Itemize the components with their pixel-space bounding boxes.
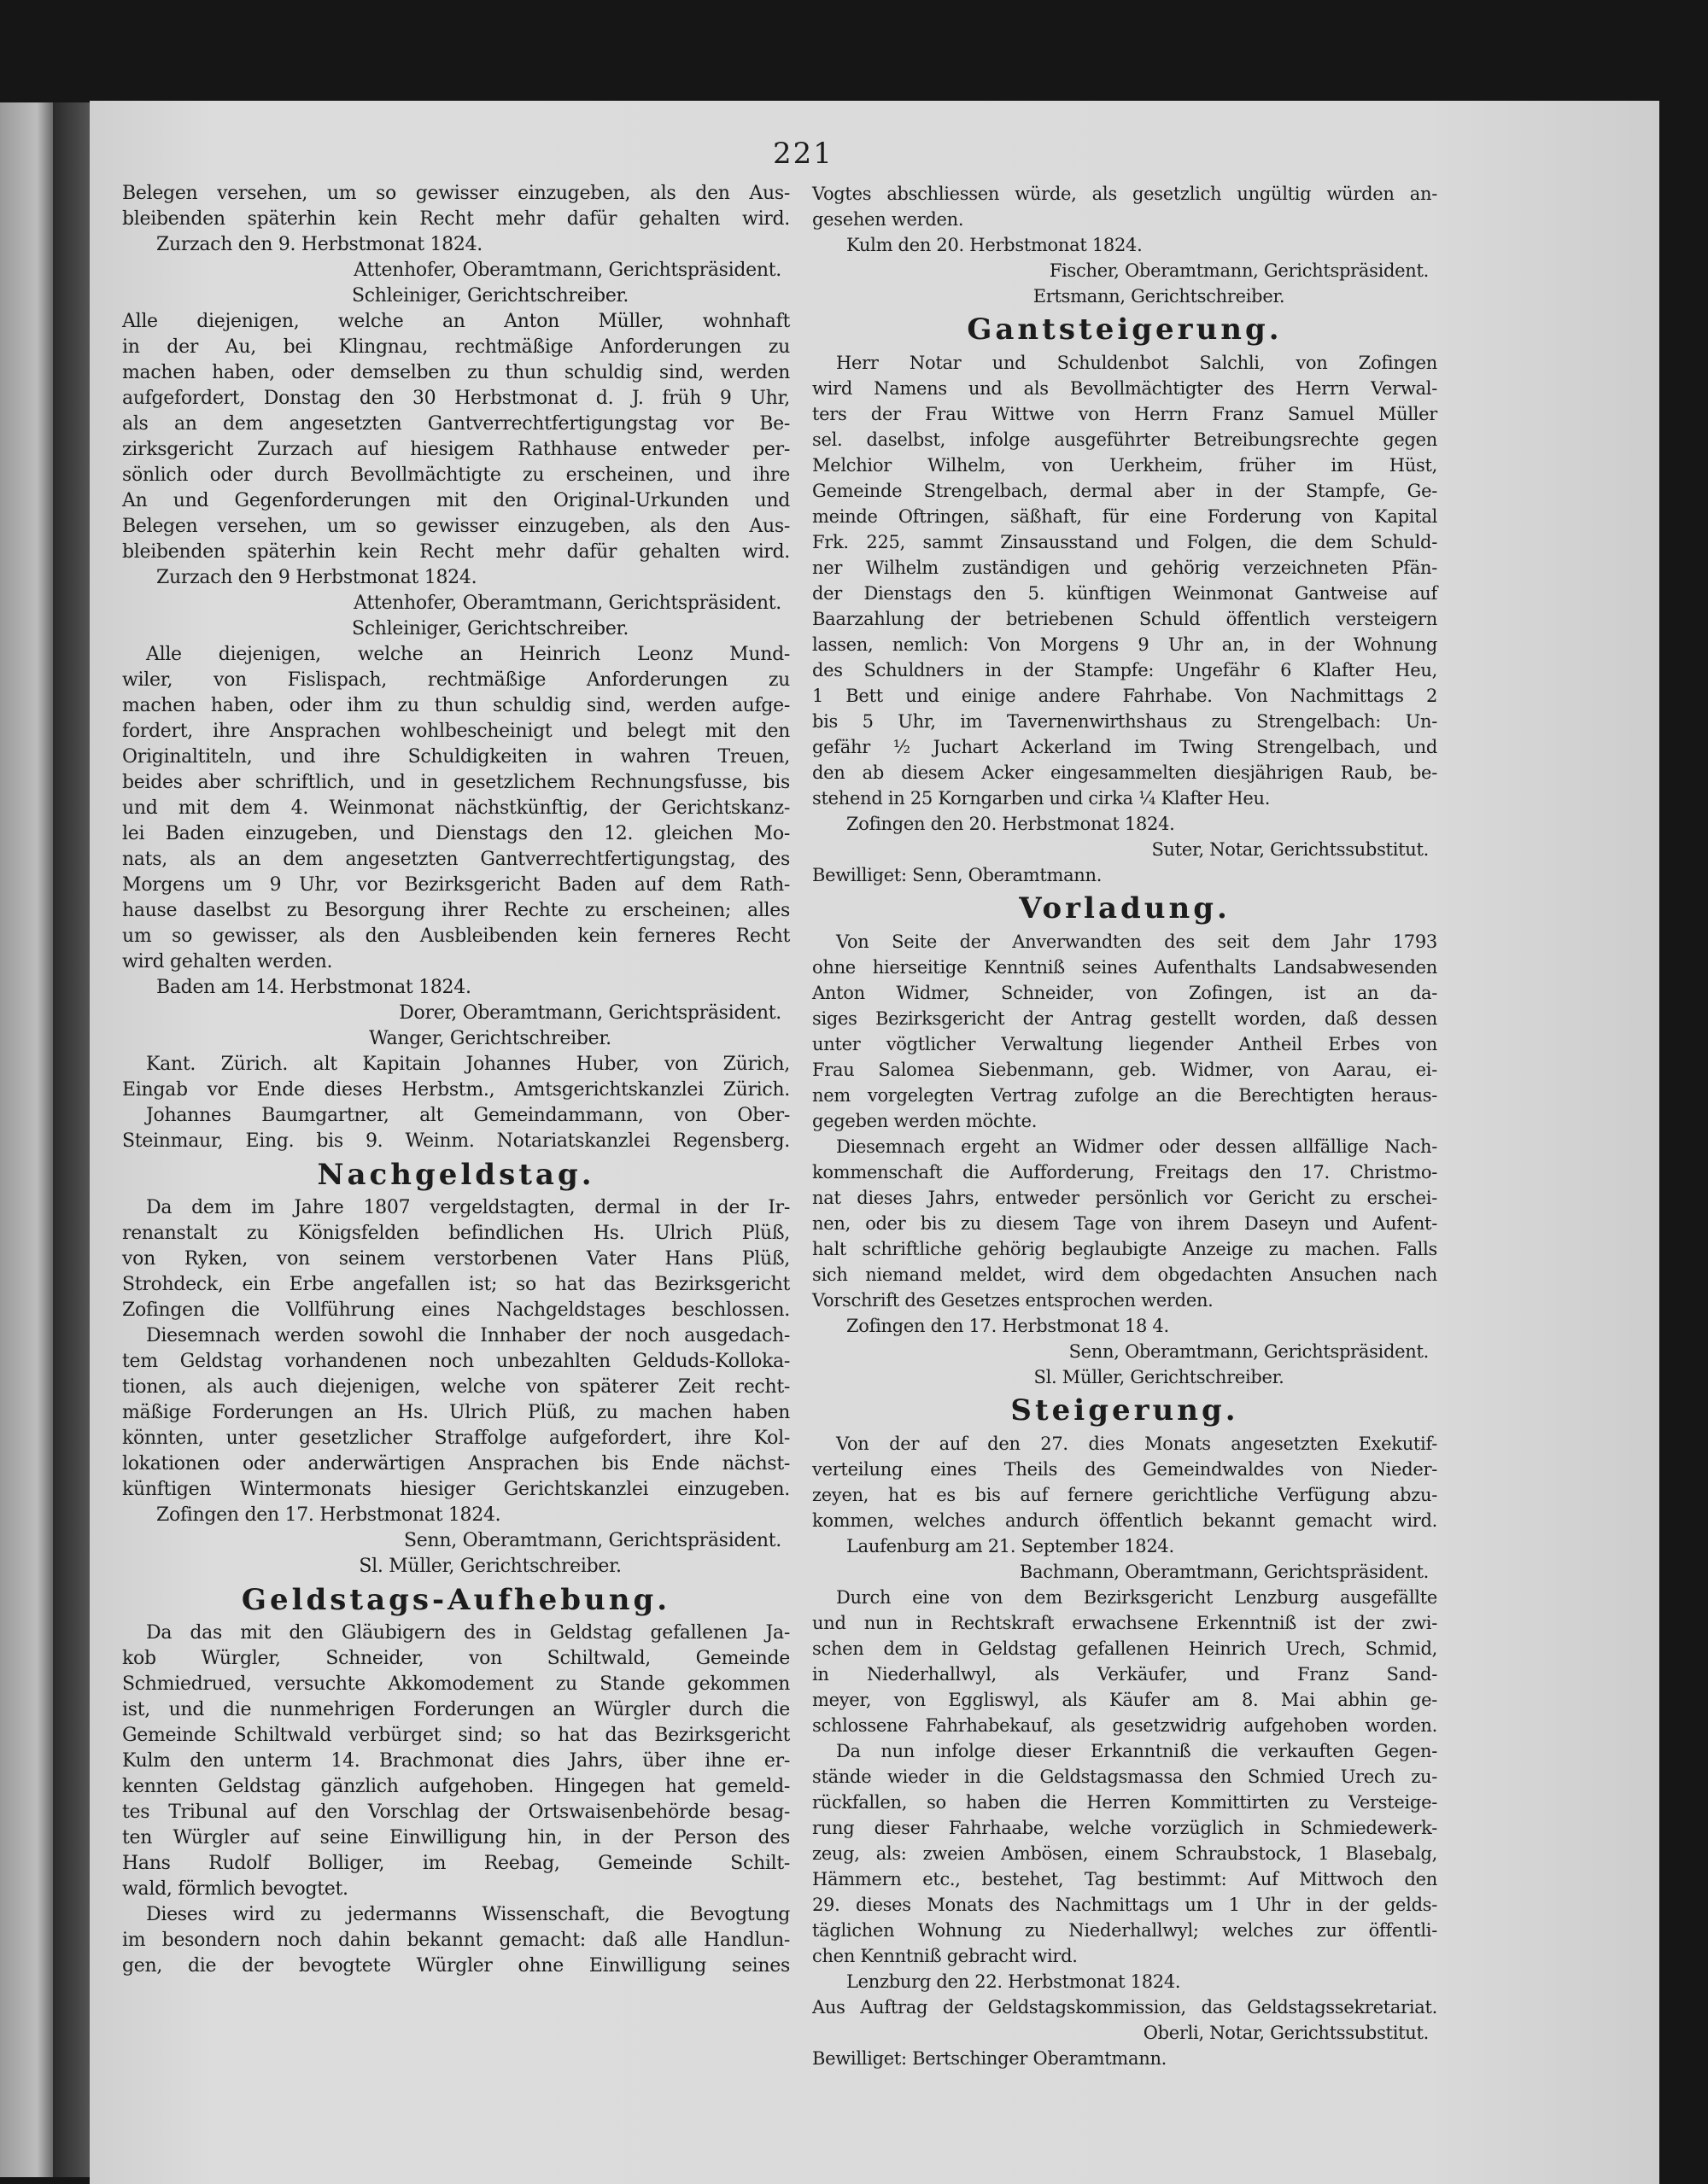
text-line: bleibenden späterhin kein Recht mehr dafür gehalten wird.	[122, 541, 790, 563]
text-line: rückfallen, so haben die Herren Kommittirten zu Versteige-	[812, 1792, 1437, 1813]
signature-line: Senn, Oberamtmann, Gerichtspräsident.	[403, 1530, 781, 1551]
page-number: 221	[773, 137, 834, 171]
text-line: Von Seite der Anverwandten des seit dem Jahr 1793	[836, 931, 1437, 952]
text-line: 29. dieses Monats des Nachmittags um 1 Uhr in der gelds-	[812, 1895, 1437, 1915]
text-line: beides aber schriftlich, und in gesetzlichem Rechnungsfusse, bis	[122, 772, 790, 793]
text-line: chen Kenntniß gebracht wird.	[812, 1946, 1078, 1966]
text-line: ten Würgler auf seine Einwilligung hin, in der Person des	[122, 1827, 790, 1848]
text-line: Vorschrift des Gesetzes entsprochen werden.	[812, 1290, 1214, 1311]
text-line: bleibenden späterhin kein Recht mehr dafür gehalten wird.	[122, 208, 790, 230]
text-line: Johannes Baumgartner, alt Gemeindammann, von Ober-	[146, 1105, 790, 1126]
text-line: nat dieses Jahrs, entweder persönlich vor Gericht zu erschei-	[812, 1188, 1437, 1208]
text-line: renanstalt zu Königsfelden befindlichen Hs. Ulrich Plüß,	[122, 1223, 790, 1244]
text-line: Frau Salomea Siebenmann, geb. Widmer, von Aarau, ei-	[812, 1060, 1437, 1080]
text-line: Bewilliget: Senn, Oberamtmann.	[812, 865, 1103, 885]
text-line: Diesemnach ergeht an Widmer oder dessen allfällige Nach-	[836, 1136, 1437, 1157]
text-line: künftigen Wintermonats hiesiger Gerichtskanzlei einzugeben.	[122, 1479, 790, 1500]
text-line: wiler, von Fislispach, rechtmäßige Anforderungen zu	[122, 669, 790, 691]
left-column	[122, 181, 790, 1979]
right-column	[812, 181, 1437, 2071]
text-line: kennten Geldstag gänzlich aufgehoben. Hingegen hat gemeld-	[122, 1776, 790, 1797]
text-line: in Niederhallwyl, als Verkäufer, und Franz Sand-	[812, 1664, 1437, 1685]
text-line: kommen, welches andurch öffentlich bekannt gemacht wird.	[812, 1510, 1437, 1531]
text-line: Bewilliget: Bertschinger Oberamtmann.	[812, 2048, 1167, 2069]
signature-line: Wanger, Gerichtschreiber.	[369, 1028, 611, 1049]
text-line: Kulm den unterm 14. Brachmonat dies Jahrs, über ihne er-	[122, 1750, 790, 1772]
signature-line: Senn, Oberamtmann, Gerichtspräsident.	[1068, 1341, 1429, 1362]
text-line: Alle diejenigen, welche an Heinrich Leonz Mund-	[146, 644, 790, 665]
text-line: meyer, von Eggliswyl, als Käufer am 8. Mai abhin ge-	[812, 1690, 1437, 1710]
text-line: hause daselbst zu Besorgung ihrer Rechte zu erscheinen; alles	[122, 900, 790, 921]
text-line: Hämmern etc., bestehet, Tag bestimmt: Auf Mittwoch den	[812, 1869, 1437, 1889]
text-line: nats, als an dem angesetzten Gantverrechtfertigungstag, des	[122, 849, 790, 870]
text-line: Melchior Wilhelm, von Uerkheim, früher im Hüst,	[812, 455, 1437, 476]
section-heading: Steigerung.	[1010, 1393, 1239, 1428]
text-line: Morgens um 9 Uhr, vor Bezirksgericht Baden auf dem Rath-	[122, 874, 790, 896]
signature-line: Schleiniger, Gerichtschreiber.	[351, 618, 629, 639]
text-line: täglichen Wohnung zu Niederhallwyl; welches zur öffentli-	[812, 1920, 1437, 1941]
dateline: Zofingen den 20. Herbstmonat 1824.	[846, 814, 1175, 834]
dateline: Baden am 14. Herbstmonat 1824.	[156, 977, 471, 998]
text-line: könnten, unter gesetzlicher Straffolge aufgefordert, ihre Kol-	[122, 1428, 790, 1449]
section-heading: Geldstags-Aufhebung.	[241, 1583, 671, 1617]
signature-line: Fischer, Oberamtmann, Gerichtspräsident.	[1049, 260, 1429, 281]
text-line: 1 Bett und einige andere Fahrhabe. Von Nachmittags 2	[812, 686, 1437, 706]
text-line: Originaltiteln, und ihre Schuldigkeiten in wahren Treuen,	[122, 746, 790, 768]
text-line: schlossene Fahrhabekauf, als gesetzwidrig aufgehoben worden.	[812, 1715, 1437, 1736]
text-line: gefähr ½ Juchart Ackerland im Twing Strengelbach, und	[812, 737, 1437, 757]
text-line: ohne hierseitige Kenntniß seines Aufenthalts Landsabwesenden	[812, 957, 1437, 978]
text-line: Strohdeck, ein Erbe angefallen ist; so hat das Bezirksgericht	[122, 1274, 790, 1295]
text-line: der Dienstags den 5. künftigen Weinmonat Gantweise auf	[812, 583, 1437, 604]
text-line: Belegen versehen, um so gewisser einzugeben, als den Aus-	[122, 183, 790, 204]
dateline: Zurzach den 9 Herbstmonat 1824.	[156, 567, 477, 588]
text-line: sel. daselbst, infolge ausgeführter Betreibungsrechte gegen	[812, 429, 1437, 450]
text-line: Aus Auftrag der Geldstagskommission, das Geldstagssekretariat.	[812, 1997, 1437, 2018]
text-line: zeyen, hat es bis auf fernere gerichtliche Verfügung abzu-	[812, 1485, 1437, 1505]
text-line: um so gewisser, als den Ausbleibenden kein ferneres Recht	[122, 926, 790, 947]
text-line: Frk. 225, sammt Zinsausstand und Folgen, die dem Schuld-	[812, 532, 1437, 552]
text-line: gen, die der bevogtete Würgler ohne Einwilligung seines	[122, 1955, 790, 1977]
text-line: stände wieder in die Geldstagsmassa den Schmied Urech zu-	[812, 1766, 1437, 1787]
dateline: Zofingen den 17. Herbstmonat 18 4.	[846, 1316, 1169, 1336]
text-line: schen dem in Geldstag gefallenen Heinrich Urech, Schmid,	[812, 1638, 1437, 1659]
text-line: Kant. Zürich. alt Kapitain Johannes Huber, von Zürich,	[146, 1054, 790, 1075]
text-line: ner Wilhelm zuständigen und gehörig verzeichneten Pfän-	[812, 558, 1437, 578]
text-line: Anton Widmer, Schneider, von Zofingen, ist an da-	[812, 983, 1437, 1003]
text-line: wird Namens und als Bevollmächtigter des Herrn Verwal-	[812, 378, 1437, 399]
text-line: kommenschaft die Aufforderung, Freitags den 17. Christmo-	[812, 1162, 1437, 1183]
text-line: Eingab vor Ende dieses Herbstm., Amtsgerichtskanzlei Zürich.	[122, 1079, 790, 1101]
text-line: gesehen werden.	[812, 209, 964, 230]
text-line: Herr Notar und Schuldenbot Salchli, von Zofingen	[836, 353, 1437, 373]
text-line: Da nun infolge dieser Erkanntniß die verkauften Gegen-	[836, 1741, 1437, 1761]
section-heading: Nachgeldstag.	[317, 1158, 595, 1192]
text-line: Steinmaur, Eing. bis 9. Weinm. Notariatskanzlei Regensberg.	[122, 1130, 790, 1152]
text-line: Diesemnach werden sowohl die Innhaber der noch ausgedach-	[146, 1325, 790, 1346]
signature-line: Oberli, Notar, Gerichtssubstitut.	[1143, 2023, 1429, 2043]
text-line: meinde Oftringen, säßhaft, für eine Forderung von Kapital	[812, 506, 1437, 527]
signature-line: Suter, Notar, Gerichtssubstitut.	[1151, 839, 1429, 860]
text-line: machen haben, oder demselben zu thun schuldig sind, werden	[122, 362, 790, 383]
text-line: nen, oder bis zu diesem Tage von ihrem Daseyn und Aufent-	[812, 1213, 1437, 1234]
text-line: lassen, nemlich: Von Morgens 9 Uhr an, in der Wohnung	[812, 634, 1437, 655]
text-line: zirksgericht Zurzach auf hiesigem Rathhause entweder per-	[122, 439, 790, 460]
signature-line: Ertsmann, Gerichtschreiber.	[1032, 286, 1285, 307]
text-line: Durch eine von dem Bezirksgericht Lenzburg ausgefällte	[836, 1587, 1437, 1608]
text-line: Gemeinde Strengelbach, dermal aber in der Stampfe, Ge-	[812, 481, 1437, 501]
text-line: im besondern noch dahin bekannt gemacht: daß alle Handlun-	[122, 1930, 790, 1951]
text-line: sönlich oder durch Bevollmächtigte zu erscheinen, und ihre	[122, 464, 790, 486]
dateline: Lenzburg den 22. Herbstmonat 1824.	[846, 1971, 1181, 1992]
signature-line: Attenhofer, Oberamtmann, Gerichtspräsident.	[354, 260, 781, 281]
text-line: tionen, als auch diejenigen, welche von späterer Zeit recht-	[122, 1376, 790, 1398]
text-line: stehend in 25 Korngarben und cirka ¼ Klafter Heu.	[812, 788, 1271, 809]
section-heading: Gantsteigerung.	[967, 312, 1283, 347]
text-line: in der Au, bei Klingnau, rechtmäßige Anforderungen zu	[122, 336, 790, 358]
text-line: lei Baden einzugeben, und Dienstags den 12. gleichen Mo-	[122, 823, 790, 844]
signature-line: Attenhofer, Oberamtmann, Gerichtspräsident.	[354, 593, 781, 614]
text-line: und nun in Rechtskraft erwachsene Erkenntniß ist der zwi-	[812, 1613, 1437, 1633]
text-line: Belegen versehen, um so gewisser einzugeben, als den Aus-	[122, 516, 790, 537]
text-line: Gemeinde Schiltwald verbürget sind; so hat das Bezirksgericht	[122, 1725, 790, 1746]
dateline: Zofingen den 17. Herbstmonat 1824.	[156, 1504, 501, 1526]
text-line: gegeben werden möchte.	[812, 1111, 1038, 1131]
text-line: halt schriftliche gehörig beglaubigte Anzeige zu machen. Falls	[812, 1239, 1437, 1259]
signature-line: Bachmann, Oberamtmann, Gerichtspräsident.	[1019, 1562, 1429, 1582]
signature-line: Dorer, Oberamtmann, Gerichtspräsident.	[399, 1002, 781, 1024]
text-line: ters der Frau Wittwe von Herrn Franz Samuel Müller	[812, 404, 1437, 424]
text-line: Dieses wird zu jedermanns Wissenschaft, die Bevogtung	[146, 1904, 790, 1925]
text-line: ist, und die nunmehrigen Forderungen an Würgler durch die	[122, 1699, 790, 1720]
signature-line: Sl. Müller, Gerichtschreiber.	[1033, 1367, 1284, 1387]
text-line: machen haben, oder ihm zu thun schuldig sind, werden aufge-	[122, 695, 790, 716]
text-line: mäßige Forderungen an Hs. Ulrich Plüß, zu machen haben	[122, 1402, 790, 1423]
text-line: lokationen oder anderwärtigen Ansprachen bis Ende nächst-	[122, 1453, 790, 1474]
text-line: unter vögtlicher Verwaltung liegender Antheil Erbes von	[812, 1034, 1437, 1054]
signature-line: Schleiniger, Gerichtschreiber.	[351, 285, 629, 307]
text-line: nem vorgelegten Vertrag zufolge an die Berechtigten heraus-	[812, 1085, 1437, 1106]
book-gutter	[53, 102, 91, 2177]
text-line: Alle diejenigen, welche an Anton Müller, wohnhaft	[122, 311, 790, 332]
text-line: sich niemand meldet, wird dem obgedachten Ansuchen nach	[812, 1264, 1437, 1285]
text-line: wald, förmlich bevogtet.	[122, 1878, 348, 1900]
text-line: wird gehalten werden.	[122, 951, 333, 972]
text-line: aufgefordert, Donstag den 30 Herbstmonat d. J. früh 9 Uhr,	[122, 388, 790, 409]
text-line: den ab diesem Acker eingesammelten diesjährigen Raub, be-	[812, 762, 1437, 783]
text-line: Zofingen die Vollführung eines Nachgeldstages beschlossen.	[122, 1299, 790, 1321]
text-line: rung dieser Fahrhaabe, welche vorzüglich in Schmiedewerk-	[812, 1818, 1437, 1838]
text-line: verteilung eines Theils des Gemeindwaldes von Nieder-	[812, 1459, 1437, 1480]
text-line: Da das mit den Gläubigern des in Geldstag gefallenen Ja-	[146, 1622, 790, 1644]
text-line: als an dem angesetzten Gantverrechtfertigungstag vor Be-	[122, 413, 790, 435]
text-line: von Ryken, von seinem verstorbenen Vater Hans Plüß,	[122, 1248, 790, 1270]
text-line: Vogtes abschliessen würde, als gesetzlich ungültig würden an-	[812, 184, 1437, 204]
text-line: siges Bezirksgericht der Antrag gestellt worden, daß dessen	[812, 1008, 1437, 1029]
text-line: Baarzahlung der betriebenen Schuld öffentlich versteigern	[812, 609, 1437, 629]
dateline: Kulm den 20. Herbstmonat 1824.	[846, 235, 1143, 255]
text-line: zeug, als: zweien Ambösen, einem Schraubstock, 1 Blasebalg,	[812, 1843, 1437, 1864]
text-line: An und Gegenforderungen mit den Original-Urkunden und	[122, 490, 790, 511]
text-line: und mit dem 4. Weinmonat nächstkünftig, der Gerichtskanz-	[122, 797, 790, 819]
text-line: Schmiedrued, versuchte Akkomodement zu Stande gekommen	[122, 1673, 790, 1695]
text-line: Da dem im Jahre 1807 vergeldstagten, dermal in der Ir-	[146, 1197, 790, 1218]
text-line: Hans Rudolf Bolliger, im Reebag, Gemeinde Schilt-	[122, 1853, 790, 1874]
text-line: Von der auf den 27. dies Monats angesetzten Exekutif-	[836, 1434, 1437, 1454]
dateline: Laufenburg am 21. September 1824.	[846, 1536, 1174, 1556]
text-line: kob Würgler, Schneider, von Schiltwald, Gemeinde	[122, 1648, 790, 1669]
text-line: des Schuldners in der Stampfe: Ungefähr 6 Klafter Heu,	[812, 660, 1437, 680]
text-line: bis 5 Uhr, im Tavernenwirthshaus zu Strengelbach: Un-	[812, 711, 1437, 732]
previous-page-edge	[0, 102, 53, 2177]
signature-line: Sl. Müller, Gerichtschreiber.	[359, 1556, 622, 1577]
text-line: tem Geldstag vorhandenen noch unbezahlten Gelduds-Kolloka-	[122, 1351, 790, 1372]
dateline: Zurzach den 9. Herbstmonat 1824.	[156, 234, 483, 255]
text-line: tes Tribunal auf den Vorschlag der Ortswaisenbehörde besag-	[122, 1802, 790, 1823]
section-heading: Vorladung.	[1019, 891, 1231, 926]
text-line: fordert, ihre Ansprachen wohlbescheinigt und belegt mit den	[122, 721, 790, 742]
